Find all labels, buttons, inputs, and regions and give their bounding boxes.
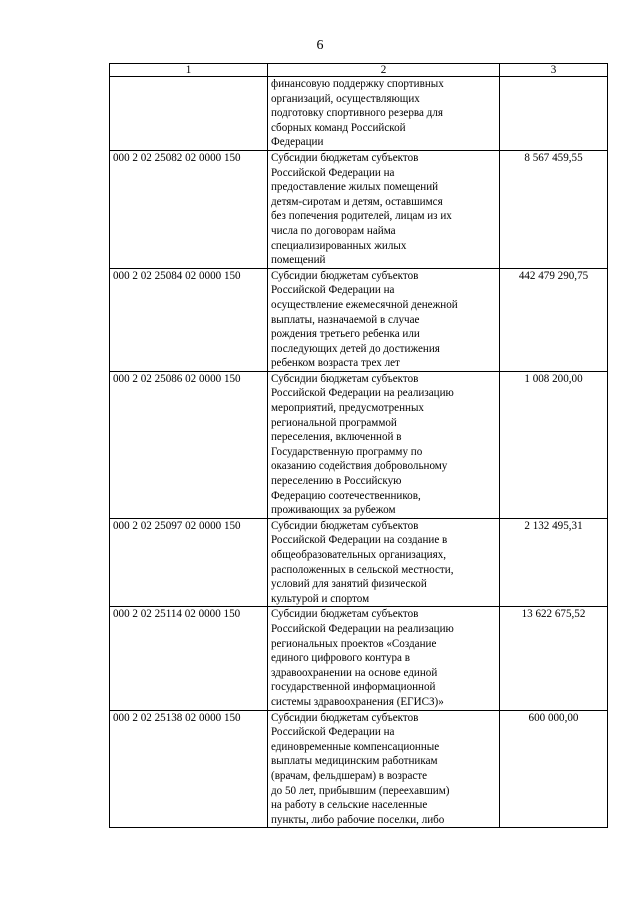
budget-code-cell: 000 2 02 25082 02 0000 150 (110, 150, 268, 268)
column-number-1: 1 (110, 64, 268, 77)
budget-code-cell: 000 2 02 25114 02 0000 150 (110, 607, 268, 710)
description-line: Субсидии бюджетам субъектов (271, 608, 419, 621)
description-line: Федерацию соотечественников, (271, 489, 421, 502)
description-line: Субсидии бюджетам субъектов (271, 519, 419, 532)
budget-table (109, 63, 608, 828)
description-line: здравоохранении на основе единой (271, 666, 438, 679)
description-line: Федерации (271, 136, 324, 149)
description-line: выплаты медицинским работникам (271, 755, 438, 768)
description-line: подготовку спортивного резерва для (271, 107, 443, 120)
table-row (110, 150, 608, 268)
description-line: Российской Федерации на реализацию (271, 622, 454, 635)
description-line: на работу в сельские населенные (271, 799, 428, 812)
description-line: расположенных в сельской местности, (271, 563, 454, 576)
description-line: Государственную программу по (271, 445, 423, 458)
description-line: общеобразовательных организациях, (271, 549, 447, 561)
description-line: осуществление ежемесячной денежной (271, 298, 458, 311)
description-cell (268, 710, 500, 828)
description-line: переселению в Российскую (271, 475, 402, 488)
description-line: условий для занятий физической (271, 578, 427, 591)
description-line: пункты, либо рабочие поселки, либо (271, 813, 445, 826)
description-line: числа по договорам найма (271, 224, 396, 237)
description-line: Субсидии бюджетам субъектов (271, 269, 419, 282)
amount-cell (500, 77, 608, 151)
column-number-2: 2 (268, 64, 500, 77)
budget-code-cell: 000 2 02 25084 02 0000 150 (110, 268, 268, 371)
description-line: оказанию содействия добровольному (271, 460, 448, 473)
description-line: (врачам, фельдшерам) в возрасте (271, 769, 428, 782)
table-row (110, 607, 608, 710)
description-line: выплаты, назначаемой в случае (271, 313, 420, 326)
description-line: переселения, включенной в (271, 431, 402, 444)
description-line: Российской Федерации на создание в (271, 534, 448, 547)
description-line: ребенком возраста трех лет (271, 357, 400, 370)
description-line: сборных команд Российской (271, 121, 406, 134)
column-number-row (110, 64, 608, 77)
budget-code-cell (110, 77, 268, 151)
amount-cell: 442 479 290,75 (500, 268, 608, 371)
description-line: организаций, осуществляющих (271, 92, 420, 105)
description-line: единовременные компенсационные (271, 740, 440, 753)
description-line: Российской Федерации на (271, 166, 395, 179)
description-line: проживающих за рубежом (271, 504, 396, 517)
description-line: системы здравоохранения (ЕГИСЗ)» (271, 695, 444, 708)
page-number: 6 (316, 38, 324, 53)
description-line: региональной программой (271, 416, 397, 429)
description-line: до 50 лет, прибывшим (переехавшим) (271, 784, 450, 797)
description-line: Субсидии бюджетам субъектов (271, 711, 419, 724)
description-line: последующих детей до достижения (271, 342, 440, 355)
amount-cell: 2 132 495,31 (500, 518, 608, 607)
description-line: государственной информационной (271, 681, 436, 694)
description-line: рождения третьего ребенка или (271, 328, 420, 341)
table-row (110, 518, 608, 607)
description-line: Субсидии бюджетам субъектов (271, 372, 419, 385)
description-line: региональных проектов «Создание (271, 637, 437, 650)
description-cell (268, 77, 500, 151)
description-line: без попечения родителей, лицам из их (271, 210, 452, 223)
description-line: единого цифрового контура в (271, 652, 410, 665)
description-cell (268, 371, 500, 518)
description-line: специализированных жилых (271, 239, 407, 252)
budget-code-cell: 000 2 02 25086 02 0000 150 (110, 371, 268, 518)
description-line: детям-сиротам и детям, оставшимся (271, 195, 443, 208)
description-cell (268, 518, 500, 607)
description-line: Российской Федерации на (271, 726, 395, 739)
description-line: Российской Федерации на (271, 284, 395, 297)
budget-code-cell: 000 2 02 25097 02 0000 150 (110, 518, 268, 607)
amount-cell: 600 000,00 (500, 710, 608, 828)
description-cell (268, 607, 500, 710)
table-row (110, 268, 608, 371)
column-number-3: 3 (500, 64, 608, 77)
amount-cell: 8 567 459,55 (500, 150, 608, 268)
description-line: Российской Федерации на реализацию (271, 387, 454, 400)
description-line: культурой и спортом (271, 592, 370, 605)
description-line: мероприятий, предусмотренных (271, 402, 424, 415)
budget-code-cell: 000 2 02 25138 02 0000 150 (110, 710, 268, 828)
amount-cell: 13 622 675,52 (500, 607, 608, 710)
description-line: предоставление жилых помещений (271, 181, 439, 194)
description-cell (268, 268, 500, 371)
table-row (110, 710, 608, 828)
description-cell (268, 150, 500, 268)
description-line: финансовую поддержку спортивных (271, 78, 444, 90)
table-row (110, 77, 608, 151)
amount-cell: 1 008 200,00 (500, 371, 608, 518)
table-row (110, 371, 608, 518)
description-line: помещений (271, 254, 326, 267)
budget-table-body (110, 64, 608, 828)
description-line: Субсидии бюджетам субъектов (271, 151, 419, 164)
